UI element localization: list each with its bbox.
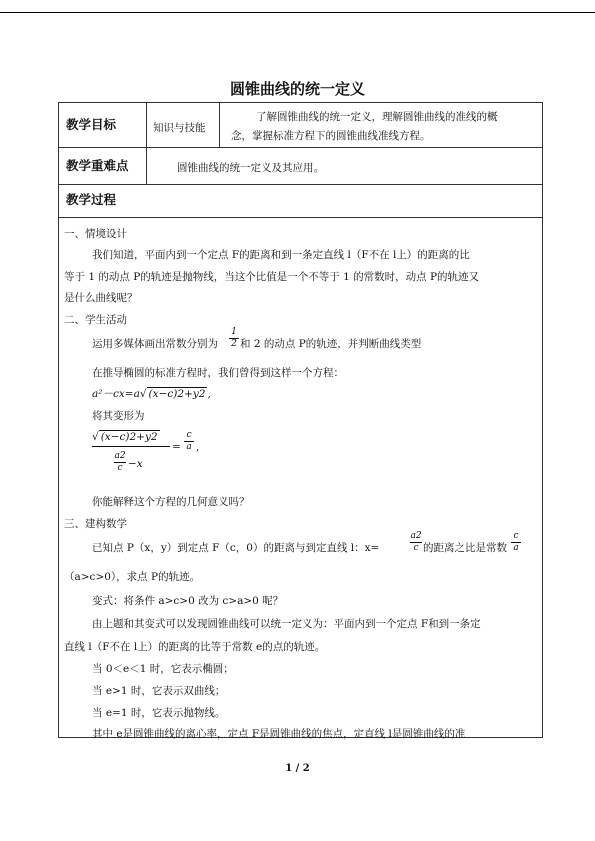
key-label: 教学重难点 xyxy=(66,158,129,173)
column-divider xyxy=(219,102,220,147)
paragraph-line: 在推导椭圆的标准方程时，我们曾得到这样一个方程： xyxy=(92,367,344,379)
paragraph-line: 由上题和其变式可以发现圆锥曲线可以统一定义为：平面内到一个定点 F和到一条定 xyxy=(92,618,481,630)
fraction-a2-over-c xyxy=(114,452,126,473)
case-line: 当 0＜e＜1 时，它表示椭圆； xyxy=(92,663,234,675)
fraction-denominator: c xyxy=(413,543,419,553)
row-divider xyxy=(58,147,543,148)
fraction-denominator: a xyxy=(513,543,519,553)
section-heading: 一、情境设计 xyxy=(64,228,127,240)
row-divider xyxy=(58,217,543,218)
fraction-c-over-a xyxy=(184,431,194,452)
equation-comma: , xyxy=(196,441,200,453)
fraction-one-half xyxy=(229,328,239,349)
paragraph-line: 运用多媒体画出常数分别为 xyxy=(92,338,218,350)
paragraph-line: 变式：将条件 a>c>0 改为 c>a>0 呢？ xyxy=(92,595,284,607)
paragraph-line: 将其变形为 xyxy=(92,410,145,422)
equation-radicand: (x−c)2+y2 xyxy=(100,431,158,443)
fraction-numerator: c xyxy=(186,430,192,440)
paragraph-line: 我们知道，平面内到一个定点 F的距离和到一条定直线 l（F不在 l上）的距离的比 xyxy=(92,249,470,261)
goal-text-line: 念，掌握标准方程下的圆锥曲线准线方程。 xyxy=(231,130,431,142)
equation-comma: , xyxy=(207,388,211,400)
paragraph-line: 其中 e是圆锥曲线的离心率，定点 F是圆锥曲线的焦点，定直线 l是圆锥曲线的准 xyxy=(92,728,466,740)
page-number: 1 / 2 xyxy=(285,763,310,774)
section-heading: 二、学生活动 xyxy=(64,314,127,326)
column-divider xyxy=(146,102,147,184)
paragraph-line: 是什么曲线呢？ xyxy=(64,292,138,304)
paragraph-line: 你能解释这个方程的几何意义吗？ xyxy=(92,496,250,508)
paragraph-line: 的距离之比是常数 xyxy=(423,542,507,554)
fraction-numerator: c xyxy=(513,531,519,541)
case-line: 当 e>1 时，它表示双曲线； xyxy=(92,685,226,697)
goal-subcategory: 知识与技能 xyxy=(153,122,206,134)
paragraph-line: 直线 l（F不在 l上）的距离的比等于常数 e的点的轨迹。 xyxy=(64,641,326,653)
equation-left: a²－cx=a xyxy=(92,388,140,400)
key-text: 圆锥曲线的统一定义及其应用。 xyxy=(177,162,324,174)
fraction-bar xyxy=(92,446,170,447)
equation-one: a²－cx=a√ (x−c)2+y2 , xyxy=(92,388,211,400)
equation-term: −x xyxy=(128,458,143,470)
goal-label: 教学目标 xyxy=(66,117,117,132)
equation-two-numerator: √ (x−c)2+y2 xyxy=(92,431,158,443)
fraction-c-over-a xyxy=(511,532,521,553)
fraction-denominator: 2 xyxy=(231,339,237,349)
paragraph-line: 等于 1 的动点 P的轨迹是抛物线，当这个比值是一个不等于 1 的常数时，动点 P的轨迹又 xyxy=(64,271,480,283)
paragraph-line: 和 2 的动点 P的轨迹，并判断曲线类型 xyxy=(240,338,422,350)
paragraph-line: 已知点 P（x，y）到定点 F（c，0）的距离与到定直线 l：x= xyxy=(92,542,380,554)
fraction-numerator: a2 xyxy=(410,531,422,541)
section-heading: 三、建构数学 xyxy=(64,518,127,530)
process-label: 教学过程 xyxy=(66,192,117,207)
equals-sign: = xyxy=(172,441,181,453)
fraction-numerator: a2 xyxy=(114,451,126,461)
paragraph-line: （a>c>0），求点 P的轨迹。 xyxy=(64,571,201,583)
fraction-denominator: c xyxy=(117,463,123,473)
fraction-denominator: a xyxy=(186,442,192,452)
goal-text-line: 了解圆锥曲线的统一定义，理解圆锥曲线的准线的概 xyxy=(256,111,498,123)
fraction-a2-over-c xyxy=(410,532,422,553)
row-divider xyxy=(58,184,543,185)
case-line: 当 e=1 时，它表示抛物线。 xyxy=(92,707,226,719)
page-title: 圆锥曲线的统一定义 xyxy=(229,80,365,98)
equation-radicand: (x−c)2+y2 xyxy=(148,388,206,400)
fraction-numerator: 1 xyxy=(231,327,237,337)
top-rule xyxy=(0,12,595,13)
